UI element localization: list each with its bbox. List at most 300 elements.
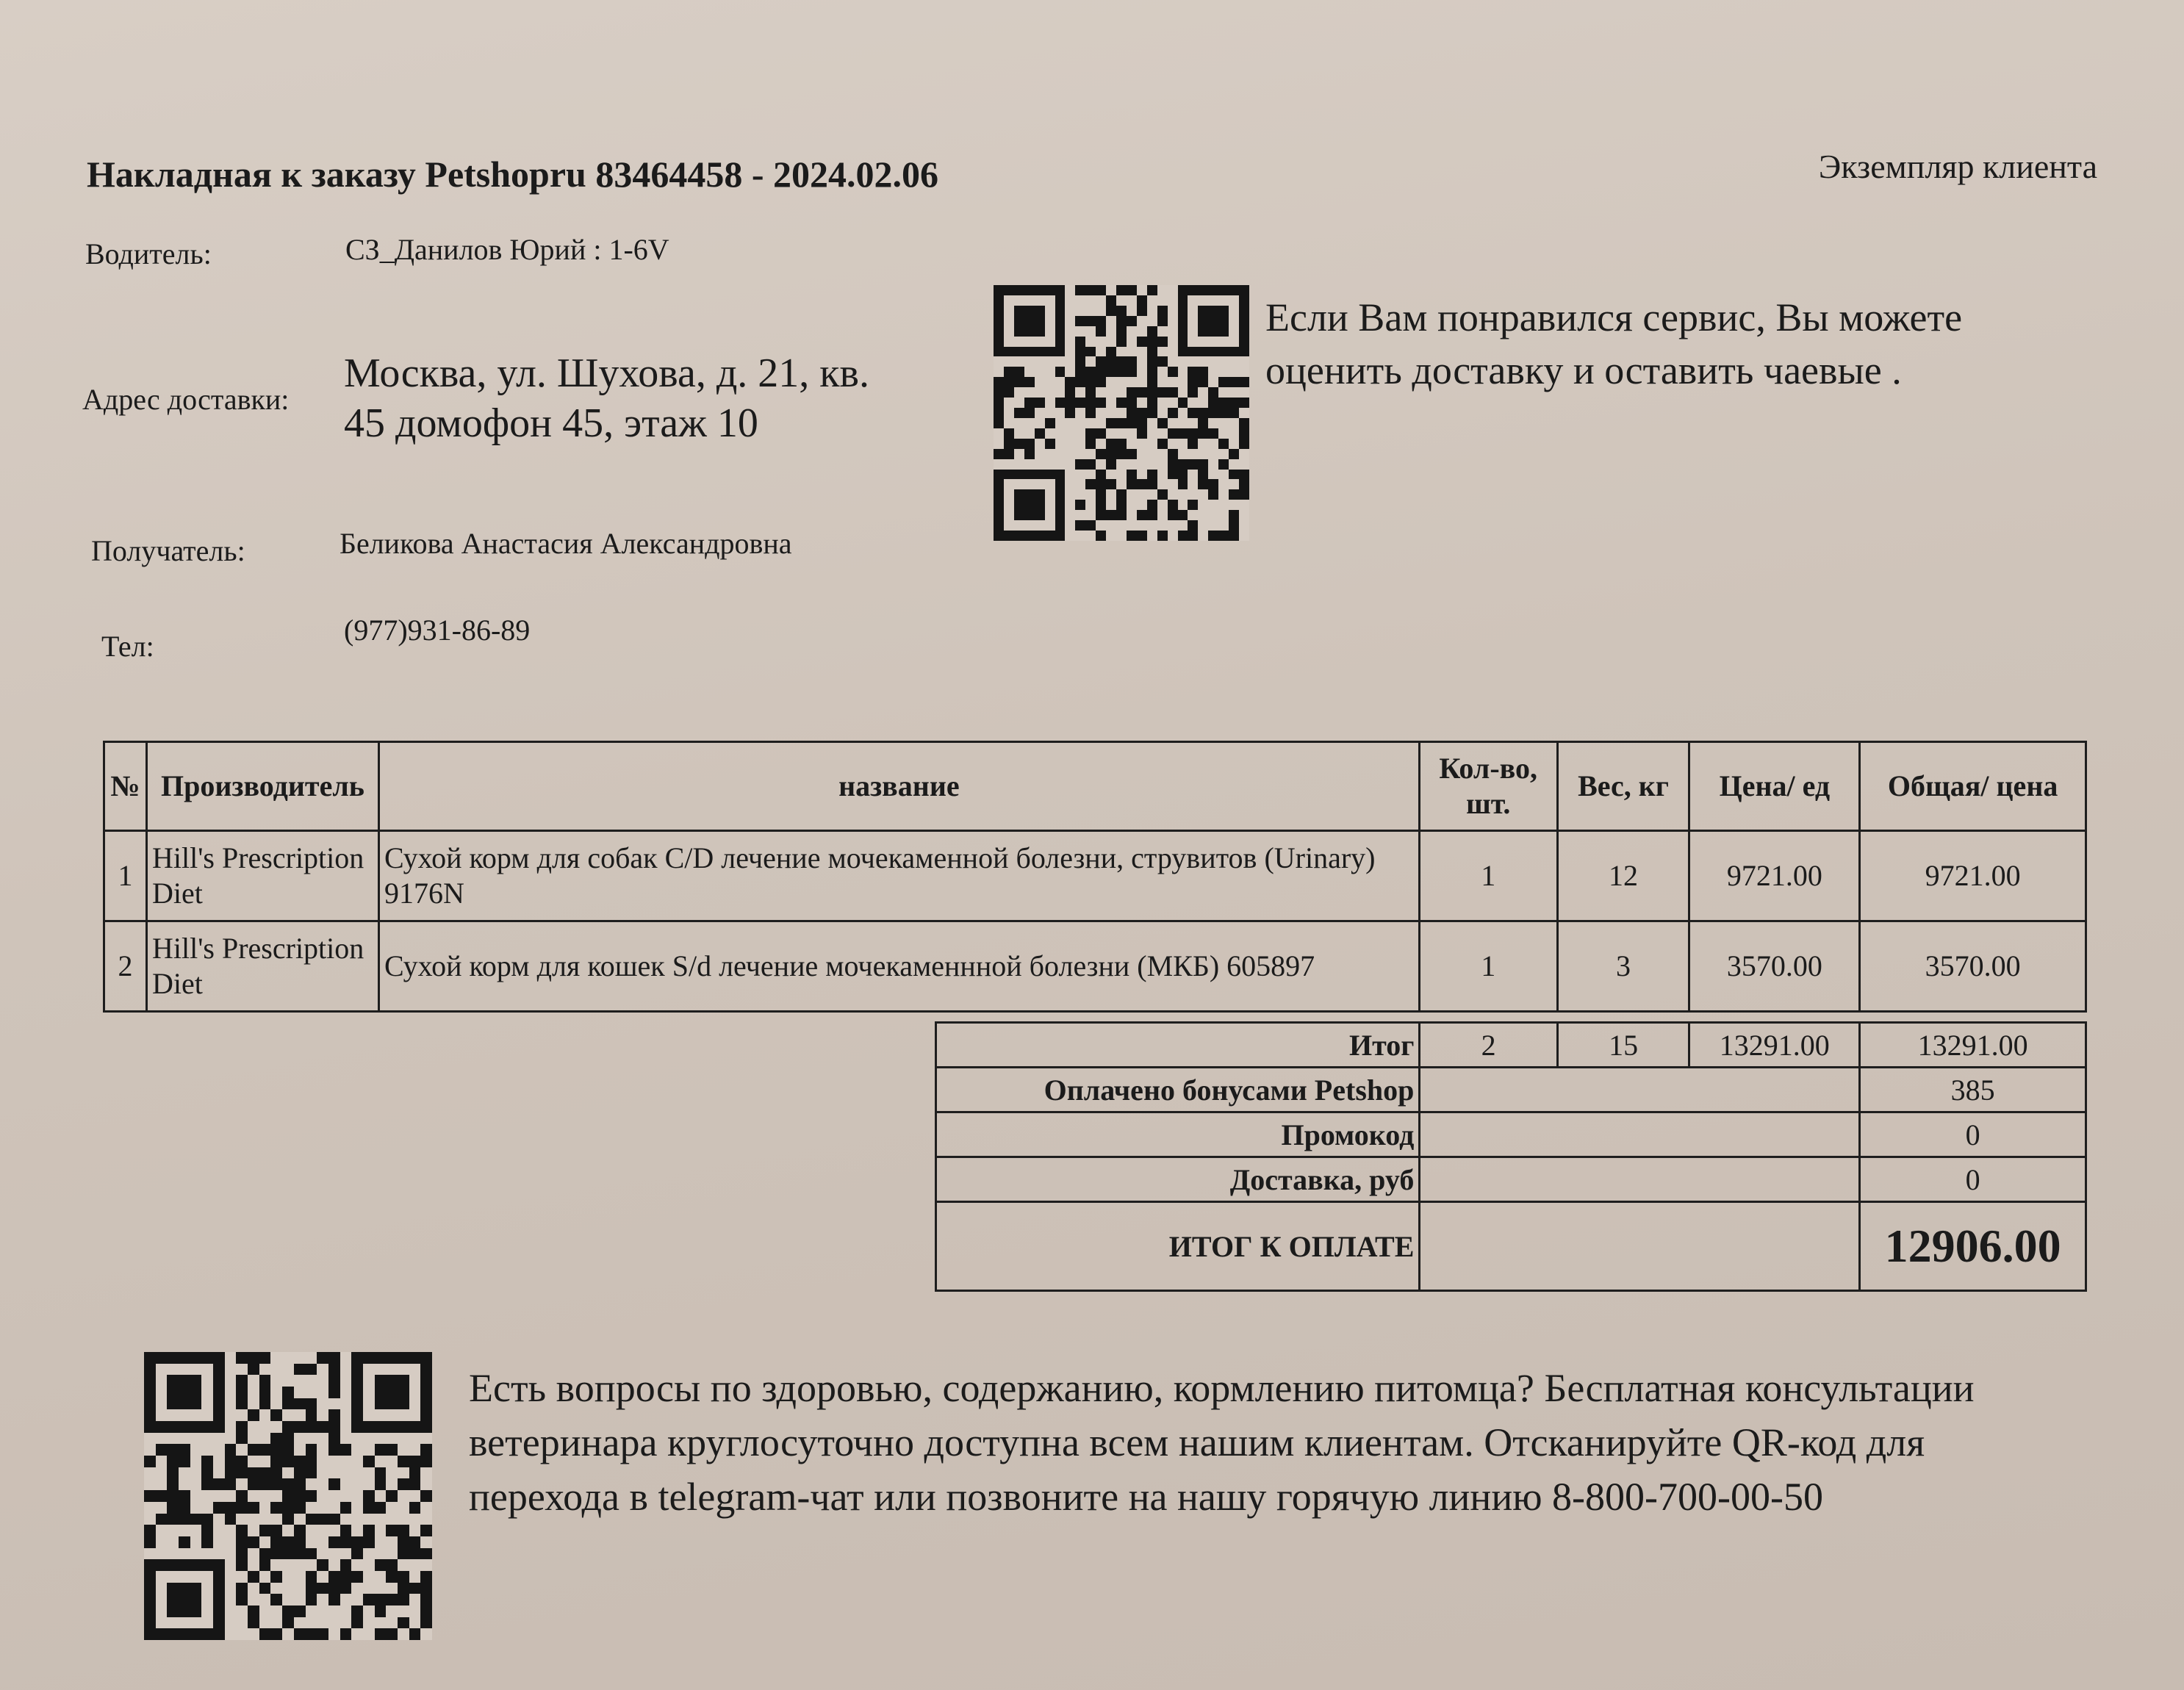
qr-module [328,1594,340,1606]
qr-module [1239,428,1249,439]
qr-module [420,1502,432,1514]
qr-module [1137,470,1147,480]
sum-qty: 2 [1420,1023,1557,1068]
qr-module [1137,295,1147,306]
qr-module [225,1583,237,1594]
qr-module [1106,295,1116,306]
qr-module [225,1478,237,1490]
qr-module [1178,377,1188,387]
qr-module [994,500,1004,510]
qr-module [259,1456,271,1467]
qr-module [1055,439,1066,449]
qr-module [1024,295,1035,306]
qr-module [398,1444,409,1456]
qr-module [1035,470,1045,480]
qr-module [1147,306,1157,316]
qr-module [179,1364,190,1376]
qr-module [179,1409,190,1421]
row-product-name: Сухой корм для собак C/D лечение мочекаменной болезни, струвитов (Urinary) 9176N [378,831,1419,921]
qr-module [156,1409,168,1421]
qr-module [420,1433,432,1445]
qr-module [1198,347,1208,357]
qr-module [1178,387,1188,398]
qr-module [398,1617,409,1629]
qr-module [1004,408,1014,418]
qr-module [1004,306,1014,316]
qr-module [248,1352,259,1364]
qr-module [1085,418,1096,428]
qr-module [294,1375,306,1387]
qr-module [1075,531,1085,541]
qr-module [1147,347,1157,357]
qr-module [351,1387,363,1398]
qr-module [1198,520,1208,531]
tip-qr-code[interactable] [994,285,1249,541]
qr-module [1065,398,1075,408]
qr-module [1055,408,1066,418]
qr-module [398,1525,409,1536]
qr-module [1147,356,1157,367]
qr-module [1085,408,1096,418]
qr-module [306,1559,317,1571]
qr-module [213,1433,225,1445]
qr-module [1137,367,1147,377]
qr-module [340,1433,352,1445]
qr-module [1085,377,1096,387]
qr-module [1045,347,1055,357]
qr-module [236,1387,248,1398]
qr-module [363,1478,375,1490]
qr-module [409,1594,421,1606]
qr-module [1014,356,1024,367]
qr-module [1035,398,1045,408]
qr-module [213,1444,225,1456]
qr-module [144,1525,156,1536]
qr-module [1014,306,1024,316]
qr-module [144,1375,156,1387]
qr-module [1198,316,1208,326]
qr-module [167,1409,179,1421]
qr-module [179,1514,190,1525]
qr-module [156,1617,168,1629]
qr-module [1106,347,1116,357]
qr-module [156,1433,168,1445]
qr-module [1024,387,1035,398]
qr-module [340,1364,352,1376]
qr-module [340,1490,352,1502]
qr-module [386,1594,398,1606]
qr-module [340,1421,352,1433]
qr-module [1157,347,1168,357]
qr-module [201,1583,213,1594]
qr-module [1168,500,1178,510]
qr-module [213,1364,225,1376]
qr-module [1045,479,1055,489]
qr-module [1239,449,1249,459]
qr-module [1218,459,1229,470]
qr-module [1218,470,1229,480]
qr-module [156,1490,168,1502]
qr-module [1218,347,1229,357]
qr-module [1065,439,1075,449]
qr-module [201,1559,213,1571]
qr-module [167,1548,179,1560]
qr-module [225,1606,237,1617]
qr-module [1106,356,1116,367]
qr-module [1085,398,1096,408]
qr-module [306,1628,317,1640]
qr-module [1055,387,1066,398]
qr-module [1198,367,1208,377]
qr-module [1188,520,1198,531]
qr-module [351,1478,363,1490]
qr-module [1024,377,1035,387]
qr-module [1137,531,1147,541]
qr-module [386,1606,398,1617]
qr-module [1168,439,1178,449]
qr-module [375,1398,387,1410]
qr-module [1004,337,1014,347]
qr-module [1137,377,1147,387]
qr-module [1045,306,1055,316]
qr-module [1218,367,1229,377]
qr-module [363,1387,375,1398]
items-table [103,741,2087,1013]
qr-module [156,1594,168,1606]
qr-module [1127,510,1137,520]
qr-module [351,1606,363,1617]
qr-module [340,1594,352,1606]
qr-module [248,1514,259,1525]
qr-module [363,1398,375,1410]
qr-module [1014,520,1024,531]
qr-module [340,1628,352,1640]
qr-module [420,1398,432,1410]
qr-module [1014,470,1024,480]
qr-module [1085,347,1096,357]
qr-module [236,1617,248,1629]
qr-module [351,1571,363,1583]
qr-module [1096,510,1106,520]
row-product-name: Сухой корм для кошек S/d лечение мочекаменнной болезни (МКБ) 605897 [378,921,1419,1012]
qr-module [213,1502,225,1514]
qr-module [386,1421,398,1433]
qr-module [1045,500,1055,510]
qr-module [994,337,1004,347]
qr-module [409,1352,421,1364]
qr-module [1035,408,1045,418]
qr-module [1168,428,1178,439]
qr-module [270,1571,282,1583]
qr-module [1116,398,1127,408]
qr-module [386,1514,398,1525]
qr-module [248,1548,259,1560]
qr-module [1178,520,1188,531]
qr-module [1065,285,1075,295]
qr-module [1035,428,1045,439]
qr-module [1075,398,1085,408]
qr-module [1168,347,1178,357]
qr-module [1208,387,1218,398]
qr-module [363,1514,375,1525]
qr-module [1045,428,1055,439]
final-label: ИТОГ К ОПЛАТЕ [936,1202,1420,1291]
qr-module [1065,418,1075,428]
qr-module [1198,479,1208,489]
qr-module [1004,295,1014,306]
qr-module [409,1617,421,1629]
qr-module [248,1421,259,1433]
qr-module [363,1502,375,1514]
qr-module [270,1514,282,1525]
qr-module [190,1409,202,1421]
driver-label: Водитель: [85,237,212,270]
qr-module [1106,418,1116,428]
qr-module [156,1536,168,1548]
bonus-label: Оплачено бонусами Petshop [936,1068,1420,1112]
qr-module [213,1514,225,1525]
qr-module [294,1433,306,1445]
qr-module [1147,428,1157,439]
qr-module [1178,295,1188,306]
qr-module [1168,316,1178,326]
qr-module [225,1421,237,1433]
qr-module [1208,285,1218,295]
qr-module [259,1444,271,1456]
qr-module [1127,326,1137,337]
qr-module [306,1444,317,1456]
qr-module [398,1456,409,1467]
delivery-label: Доставка, руб [936,1157,1420,1202]
qr-module [1055,459,1066,470]
qr-module [144,1490,156,1502]
qr-module [1157,520,1168,531]
qr-module [201,1387,213,1398]
delivery-blank [1420,1157,1860,1202]
qr-module [156,1514,168,1525]
qr-module [1127,489,1137,500]
qr-module [190,1559,202,1571]
qr-module [1116,408,1127,418]
qr-module [386,1467,398,1479]
qr-module [1127,285,1137,295]
qr-module [1239,316,1249,326]
qr-module [1055,285,1066,295]
qr-module [270,1421,282,1433]
qr-module [1004,449,1014,459]
qr-module [236,1364,248,1376]
qr-module [225,1398,237,1410]
qr-module [167,1583,179,1594]
qr-module [994,449,1004,459]
qr-module [248,1409,259,1421]
qr-module [1106,449,1116,459]
qr-module [1137,479,1147,489]
qr-module [1127,428,1137,439]
qr-module [363,1490,375,1502]
qr-module [351,1352,363,1364]
qr-module [1045,439,1055,449]
qr-module [1024,285,1035,295]
qr-module [1229,295,1239,306]
qr-module [282,1456,294,1467]
qr-module [1188,337,1198,347]
qr-module [259,1525,271,1536]
qr-module [1218,531,1229,541]
qr-module [375,1409,387,1421]
qr-module [282,1583,294,1594]
qr-module [225,1502,237,1514]
qr-module [144,1571,156,1583]
qr-module [1024,408,1035,418]
qr-module [1014,285,1024,295]
qr-module [1147,510,1157,520]
qr-module [386,1364,398,1376]
qr-module [1239,337,1249,347]
qr-module [282,1478,294,1490]
qr-module [1096,428,1106,439]
qr-module [1157,510,1168,520]
qr-module [1229,459,1239,470]
qr-module [1178,418,1188,428]
qr-module [1178,449,1188,459]
qr-module [1137,356,1147,367]
qr-module [1147,459,1157,470]
qr-module [363,1536,375,1548]
qr-module [1085,510,1096,520]
qr-module [1045,387,1055,398]
qr-module [398,1571,409,1583]
qr-module [1188,377,1198,387]
qr-module [1229,531,1239,541]
qr-module [1137,337,1147,347]
qr-module [351,1444,363,1456]
sum-row [936,1023,2086,1068]
qr-module [1004,459,1014,470]
qr-module [340,1617,352,1629]
qr-module [375,1502,387,1514]
qr-module [306,1571,317,1583]
qr-module [1004,510,1014,520]
qr-module [409,1456,421,1467]
qr-module [1055,500,1066,510]
row-maker: Hill's Prescription Diet [146,921,378,1012]
qr-module [282,1628,294,1640]
qr-module [282,1606,294,1617]
qr-module [179,1490,190,1502]
qr-module [1168,295,1178,306]
delivery-value: 0 [1860,1157,2086,1202]
qr-module [156,1583,168,1594]
phone-label: Тел: [101,630,154,663]
qr-module [375,1606,387,1617]
qr-module [1096,326,1106,337]
qr-module [167,1536,179,1548]
qr-module [1004,531,1014,541]
qr-module [294,1467,306,1479]
qr-module [317,1536,328,1548]
qr-module [156,1548,168,1560]
vet-qr-code[interactable] [144,1352,432,1640]
qr-module [1188,531,1198,541]
qr-module [1198,439,1208,449]
qr-module [306,1548,317,1560]
qr-module [156,1444,168,1456]
qr-module [328,1467,340,1479]
qr-module [994,295,1004,306]
qr-module [328,1514,340,1525]
qr-module [259,1606,271,1617]
qr-module [306,1387,317,1398]
qr-module [179,1628,190,1640]
qr-module [1024,418,1035,428]
qr-module [1168,306,1178,316]
qr-module [1035,500,1045,510]
qr-module [1188,428,1198,439]
qr-module [1208,418,1218,428]
qr-module [375,1583,387,1594]
qr-module [1085,459,1096,470]
qr-module [156,1375,168,1387]
qr-module [1168,449,1178,459]
qr-module [386,1375,398,1387]
qr-module [1239,531,1249,541]
qr-module [317,1409,328,1421]
qr-module [420,1409,432,1421]
qr-module [1014,459,1024,470]
qr-module [351,1548,363,1560]
qr-module [1096,479,1106,489]
qr-module [1178,531,1188,541]
qr-module [1075,408,1085,418]
qr-module [398,1606,409,1617]
qr-module [259,1421,271,1433]
qr-module [190,1387,202,1398]
qr-module [1147,367,1157,377]
qr-module [144,1628,156,1640]
qr-module [1085,295,1096,306]
qr-module [1188,479,1198,489]
qr-module [1198,459,1208,470]
qr-module [236,1606,248,1617]
qr-module [1116,459,1127,470]
qr-module [1218,449,1229,459]
qr-module [1035,306,1045,316]
qr-module [190,1525,202,1536]
qr-module [1106,337,1116,347]
qr-module [144,1478,156,1490]
qr-module [167,1375,179,1387]
qr-module [236,1352,248,1364]
qr-module [225,1536,237,1548]
qr-module [1168,367,1178,377]
qr-module [409,1502,421,1514]
qr-module [994,306,1004,316]
qr-module [1055,337,1066,347]
qr-module [259,1571,271,1583]
qr-module [306,1594,317,1606]
qr-module [1045,531,1055,541]
qr-module [328,1364,340,1376]
qr-module [1045,449,1055,459]
qr-module [294,1352,306,1364]
qr-module [1106,367,1116,377]
qr-module [351,1421,363,1433]
qr-module [236,1502,248,1514]
qr-module [179,1594,190,1606]
qr-module [282,1525,294,1536]
qr-module [994,398,1004,408]
